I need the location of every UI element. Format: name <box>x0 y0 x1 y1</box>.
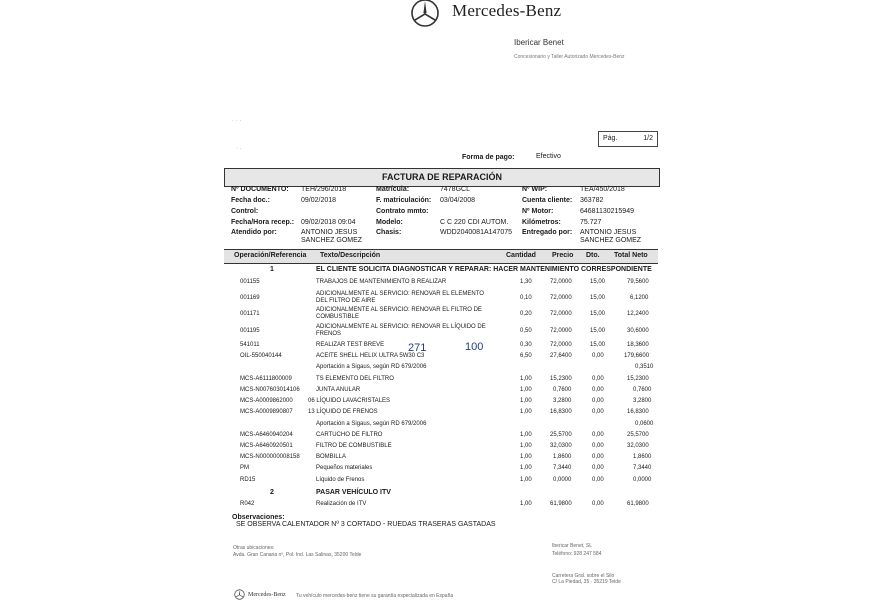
cell-qty: 1,00 <box>520 443 532 449</box>
table-header <box>224 249 658 264</box>
cell-total: 0,0600 <box>635 421 654 427</box>
cell-price: 25,5700 <box>550 432 572 438</box>
cell-dto: 0,00 <box>592 432 604 438</box>
col-header-dto: Dto. <box>586 252 600 259</box>
cell-total: 1,8600 <box>633 454 652 460</box>
section-number: 1 <box>270 266 274 273</box>
doc-date-value: 09/02/2018 <box>301 197 337 204</box>
dealer-subtitle: Concesionario y Taller Autorizado Mercedes-Benz <box>514 54 625 60</box>
attended-value: ANTONIO JESUS SANCHEZ GOMEZ <box>301 229 363 244</box>
section-number: 2 <box>270 489 274 496</box>
section-text: PASAR VEHÍCULO ITV <box>316 489 391 496</box>
cell-desc: Líquido de Frenos <box>316 477 365 483</box>
control-label: Control: <box>231 208 259 215</box>
mercedes-star-small-icon <box>234 589 245 600</box>
contract-label: Contrato mmto: <box>376 208 429 215</box>
footer-address-2: C/ La Piedad, 35 · 35219 Telde <box>552 579 621 585</box>
wip-value: TEA/450/2018 <box>580 186 625 193</box>
reception-label: Fecha/Hora recep.: <box>231 219 295 226</box>
invoice-title: FACTURA DE REPARACIÓN <box>224 168 660 187</box>
cell-total: 61,9800 <box>627 501 649 507</box>
cell-total: 15,2300 <box>627 376 649 382</box>
chassis-label: Chasis: <box>376 229 402 236</box>
footer-bottom-text: Tu vehículo mercedes-benz tiene su garantía especializada en España <box>296 593 454 599</box>
cell-price: 0,0000 <box>553 477 572 483</box>
wip-label: Nº WIP: <box>522 186 548 193</box>
cell-dto: 0,00 <box>592 353 604 359</box>
footer-locations-label: Otras ubicaciones: <box>233 545 275 551</box>
page-value: 1/2 <box>643 135 653 142</box>
cell-qty: 1,00 <box>520 409 532 415</box>
cell-total: 6,1200 <box>630 295 649 301</box>
brand-name: Mercedes-Benz <box>452 1 562 20</box>
mercedes-star-logo <box>410 0 440 28</box>
col-header-price: Precio <box>552 252 574 259</box>
cell-dto: 0,00 <box>592 501 604 507</box>
col-header-qty: Cantidad <box>506 252 536 259</box>
engine-number-label: Nº Motor: <box>522 208 554 215</box>
registration-date-value: 03/04/2008 <box>440 197 476 204</box>
col-header-total: Total Neto <box>614 252 648 259</box>
cell-price: 16,8300 <box>550 409 572 415</box>
attended-label: Atendido por: <box>231 229 277 236</box>
cell-price: 15,2300 <box>550 376 572 382</box>
cell-qty: 1,00 <box>520 501 532 507</box>
col-header-desc: Texto/Descripción <box>320 252 381 259</box>
cell-price: 72,0000 <box>550 311 572 317</box>
cell-dto: 15,00 <box>590 328 606 334</box>
model-label: Modelo: <box>376 219 403 226</box>
cell-total: 0,3510 <box>635 364 654 370</box>
customer-account-value: 363782 <box>580 197 604 204</box>
cell-ref: 541011 <box>240 342 260 348</box>
cell-desc: REALIZAR TEST BREVE <box>316 342 385 348</box>
cell-qty: 1,00 <box>520 454 532 460</box>
cell-desc: Aportación a Sigaus, según RD 679/2006 <box>316 421 427 427</box>
reception-value: 09/02/2018 09:04 <box>301 219 356 226</box>
cell-qty: 6,50 <box>520 353 532 359</box>
footer-phone: Teléfono: 928 247 584 <box>552 551 602 557</box>
page-label: Pág. <box>603 135 618 142</box>
cell-qty: 0,30 <box>520 342 532 348</box>
cell-dto: 15,00 <box>590 295 606 301</box>
cell-price: 72,0000 <box>550 342 572 348</box>
registration-date-label: F. matriculación: <box>376 197 432 204</box>
dealer-name: Ibericar Benet <box>514 38 564 47</box>
cell-desc: ADICIONALMENTE AL SERVICIO: RENOVAR EL ELEMENTO DEL FILTRO DE AIRE <box>316 291 484 304</box>
cell-total: 7,3440 <box>633 465 652 471</box>
cell-dto: 0,00 <box>592 387 604 393</box>
footer-company: Ibericar Benet, SL <box>552 543 593 549</box>
cell-total: 0,7600 <box>633 387 652 393</box>
cell-dto: 0,00 <box>592 454 604 460</box>
cell-total: 32,0300 <box>627 443 649 449</box>
cell-ref: MCS-A0009890807 <box>240 409 293 415</box>
cell-total: 18,3600 <box>627 342 649 348</box>
engine-number-value: 64681130215949 <box>580 208 634 215</box>
cell-desc: ADICIONALMENTE AL SERVICIO: RENOVAR EL FILTRO DE COMBUSTIBLE <box>316 307 482 320</box>
cell-ref: MCS-A0009862000 <box>240 398 293 404</box>
cell-ref: 001171 <box>240 311 260 317</box>
cell-price: 1,8600 <box>553 454 572 460</box>
cell-dto: 0,00 <box>592 409 604 415</box>
cell-total: 25,5700 <box>627 432 649 438</box>
page-number-box <box>598 131 658 147</box>
footer-locations-text: Avda. Gran Canaria nº, Pol. Ind. Las Salinas, 35200 Telde <box>233 552 362 558</box>
model-value: C C 220 CDI AUTOM. <box>440 219 509 226</box>
cell-desc: CARTUCHO DE FILTRO <box>316 432 383 438</box>
cell-qty: 1,00 <box>520 398 532 404</box>
cell-desc: TRABAJOS DE MANTENIMIENTO B REALIZAR <box>316 279 447 285</box>
cell-desc: Pequeños materiales <box>316 465 373 471</box>
cell-dto: 0,00 <box>592 376 604 382</box>
delivered-value: ANTONIO JESUS SANCHEZ GOMEZ <box>580 229 642 244</box>
cell-qty: 1,00 <box>520 387 532 393</box>
cell-ref: 001169 <box>240 295 260 301</box>
cell-total: 16,8300 <box>627 409 649 415</box>
smudge-text-1: · · · <box>232 118 242 124</box>
smudge-text-2: · · <box>236 146 242 152</box>
cell-ref: MCS-N000000008158 <box>240 454 300 460</box>
cell-price: 27,6400 <box>550 353 572 359</box>
section-text: EL CLIENTE SOLICITA DIAGNOSTICAR Y REPARAR: HACER MANTENIMIENTO CORRESPONDIENTE <box>316 266 652 273</box>
cell-ref: OIL-550040144 <box>240 353 282 359</box>
observations-label: Observaciones: <box>232 514 285 521</box>
cell-qty: 1,30 <box>520 279 532 285</box>
cell-price: 72,0000 <box>550 328 572 334</box>
cell-price: 7,3440 <box>553 465 572 471</box>
delivered-label: Entregado por: <box>522 229 573 236</box>
cell-price: 72,0000 <box>550 279 572 285</box>
cell-ref: MCS-A6460920501 <box>240 443 293 449</box>
col-header-ref: Operación/Referencia <box>234 252 307 259</box>
cell-ref: 001195 <box>240 328 260 334</box>
overlay-number-b: 100 <box>465 341 484 353</box>
cell-desc: BOMBILLA <box>316 454 347 460</box>
cell-qty: 1,00 <box>520 477 532 483</box>
overlay-number-a: 271 <box>408 342 427 354</box>
cell-total: 0,0000 <box>633 477 652 483</box>
customer-account-label: Cuenta cliente: <box>522 197 573 204</box>
cell-qty: 1,00 <box>520 376 532 382</box>
cell-qty: 0,20 <box>520 311 532 317</box>
cell-total: 12,2400 <box>627 311 649 317</box>
cell-total: 79,5600 <box>627 279 649 285</box>
cell-dto: 15,00 <box>590 342 606 348</box>
plate-value: 7478GCL <box>440 186 470 193</box>
cell-price: 32,0300 <box>550 443 572 449</box>
cell-qty: 1,00 <box>520 432 532 438</box>
cell-qty: 1,00 <box>520 465 532 471</box>
cell-ref: MCS-N007603014106 <box>240 387 300 393</box>
cell-dto: 0,00 <box>592 398 604 404</box>
cell-desc: ADICIONALMENTE AL SERVICIO: RENOVAR EL LÍQUIDO DE FRENOS <box>316 324 486 337</box>
cell-ref: MCS-A6111800009 <box>240 376 292 382</box>
doc-number-label: Nº DOCUMENTO: <box>231 186 289 193</box>
footer-brand: Mercedes-Benz <box>248 592 286 598</box>
doc-number-value: TEH/296/2018 <box>301 186 347 193</box>
observations-text: SE OBSERVA CALENTADOR Nº 3 CORTADO - RUEDAS TRASERAS GASTADAS <box>236 521 496 528</box>
cell-dto: 0,00 <box>592 477 604 483</box>
cell-desc: TS ELEMENTO DEL FILTRO <box>316 376 394 382</box>
payment-label: Forma de pago: <box>462 154 515 161</box>
cell-dto: 15,00 <box>590 311 606 317</box>
cell-ref: MCS-A6460940204 <box>240 432 293 438</box>
cell-dto: 0,00 <box>592 465 604 471</box>
cell-dto: 0,00 <box>592 443 604 449</box>
cell-price: 0,7600 <box>553 387 572 393</box>
cell-ref: R042 <box>240 501 255 507</box>
cell-desc: 06 LÍQUIDO LAVACRISTALES <box>308 398 391 404</box>
cell-total: 3,2800 <box>633 398 652 404</box>
cell-qty: 0,10 <box>520 295 532 301</box>
plate-label: Matrícula: <box>376 186 410 193</box>
cell-desc: Aportación a Sigaus, según RD 679/2006 <box>316 364 427 370</box>
cell-ref: RD15 <box>240 477 256 483</box>
cell-total: 30,6000 <box>627 328 649 334</box>
footer-address-1: Carretera Gral. sobre el Silo <box>552 573 615 579</box>
cell-price: 72,0000 <box>550 295 572 301</box>
cell-desc: FILTRO DE COMBUSTIBLE <box>316 443 392 449</box>
cell-desc: ACEITE SHELL HELIX ULTRA 5W30 C3 <box>316 353 425 359</box>
cell-desc: JUNTA ANULAR <box>316 387 361 393</box>
kilometers-value: 75.727 <box>580 219 602 226</box>
payment-value: Efectivo <box>536 153 561 160</box>
cell-qty: 0,50 <box>520 328 532 334</box>
cell-total: 179,6600 <box>624 353 650 359</box>
kilometers-label: Kilómetros: <box>522 219 561 226</box>
doc-date-label: Fecha doc.: <box>231 197 270 204</box>
cell-ref: PM <box>240 465 249 471</box>
cell-desc: 13 LÍQUIDO DE FRENOS <box>308 409 378 415</box>
cell-price: 3,2800 <box>553 398 572 404</box>
cell-desc: Realización de ITV <box>316 501 367 507</box>
chassis-value: WDD2040081A147075 <box>440 229 512 236</box>
cell-price: 61,9800 <box>550 501 572 507</box>
cell-ref: 001155 <box>240 279 260 285</box>
cell-dto: 15,00 <box>590 279 606 285</box>
